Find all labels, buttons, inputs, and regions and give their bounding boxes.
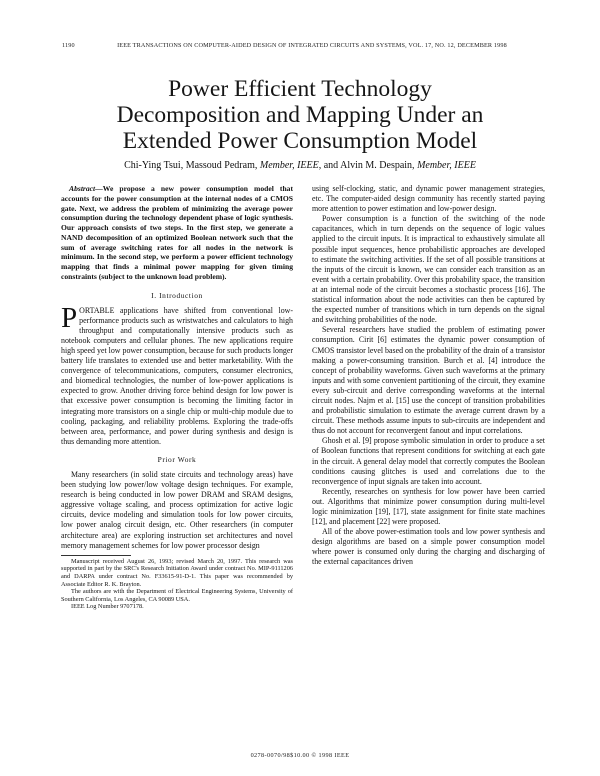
author-names: Chi-Ying Tsui, Massoud Pedram,	[124, 160, 258, 171]
author-line	[40, 160, 560, 171]
paper-title	[40, 76, 560, 154]
body-paragraph: using self-clocking, static, and dynamic power management strategies, etc. The computer-aided design community has recently started paying more attention to power estimation and low-power design.	[312, 184, 545, 214]
body-paragraph: Ghosh et al. [9] propose symbolic simulation in order to produce a set of Boolean functions that represent conditions for switching at each gate in the circuit. A general delay model that correctly computes the Boolean conditions causing glitches is used and correlations due to the reconvergence of input signals are taken into account.	[312, 436, 545, 486]
intro-first-word: ORTABLE	[79, 305, 115, 315]
intro-paragraph	[61, 301, 293, 447]
section-heading-introduction: I. Introduction	[151, 290, 203, 300]
section-heading-prior-work: Prior Work	[157, 454, 197, 464]
abstract	[61, 184, 293, 282]
footnote-rule	[61, 555, 131, 556]
footnote-affiliation: The authors are with the Department of Electrical Engineering Systems, University of Southern California, Los Angeles, CA 90089 USA.	[61, 588, 293, 603]
body-paragraph: Recently, researches on synthesis for low power have been carried out. Algorithms that minimize power consumption during multi-level logic minimization [19], [17], state assignment for finite state machines [12], and placement [22] were proposed.	[312, 486, 545, 527]
page-number: 1190	[62, 42, 75, 49]
title-line: Extended Power Consumption Model	[122, 128, 478, 154]
body-paragraph: All of the above power-estimation tools and low power synthesis and design algorithms are based on a simple power consumption model where power is consumed only during the charging and discharging of the external capacitances driven	[312, 527, 545, 567]
body-paragraph: Power consumption is a function of the switching of the node capacitances, which in turn depends on the sequence of logic values applied to the circuit inputs. It is impractical to exhaustively simulate all possible input sequences, hence probabilistic approaches are developed to estimate the switching activities. If the set of all possible transitions at the inputs of the circuit is known, we can consider each transition as an event with a certain probability. Over this probability space, the transition at an internal node of the circuit becomes a stochastic process [16]. The statistical information about the node activities can then be captured by the expected number of transitions which in turn depends on the signal and switching probabilities of the node.	[312, 214, 545, 325]
drop-cap: P	[61, 301, 78, 334]
title-line: Decomposition and Mapping Under an	[116, 102, 484, 128]
body-paragraph: Several researchers have studied the problem of estimating power consumption. Cirit [6] estimates the dynamic power consumption of CMOS transistor level based on the probability of the drain of a transistor making a power-consuming transition. Burch et al. [4] introduce the concept of probability waveforms. Given such waveforms at the primary inputs and with some convenient partitioning of the circuit, they examine every sub-circuit and derive corresponding waveforms at the internal circuit nodes. Najm et al. [15] use the concept of transition probabilities and probabilistic simulation to estimate the average current drawn by a circuit. These methods assume inputs to sub-circuits are independent and thus do not account for reconvergent fanout and input correlations.	[312, 325, 545, 436]
abstract-text: —We propose a new power consumption model that accounts for the power consumption at the internal nodes of a CMOS gate. Next, we address the problem of minimizing the average power consumption during the technology dependent phase of logic synthesis. Our approach consists of two steps. In the first step, we generate a NAND decomposition of an optimized Boolean network such that the sum of average switching rates for all nodes in the network is minimum. In the second step, we perform a power efficient technology mapping that finds a minimal power mapping for given timing constraints (subject to the unknown load problem).	[61, 184, 293, 281]
footnote-received: Manuscript received August 26, 1993; revised March 20, 1997. This research was supported in part by the SRC's Research Initiation Award under contract No. MIP-9111206 and DARPA under contract No. F33615-91-D-1. This paper was recommended by Associate Editor R. K. Brayton.	[61, 557, 293, 588]
abstract-label: Abstract	[69, 184, 96, 193]
author-membership: Member, IEEE,	[259, 160, 322, 171]
prior-work-paragraph: Many researchers (in solid state circuits and technology areas) have been studying low power/low voltage design techniques. For example, research is being conducted in low power DRAM and SRAM designs, aggressive voltage scaling, and process optimization for active logic circuits, device modeling and simulation tools for low power circuits, low power analog circuit design, etc. Other researchers (in computer architecture area) are exploring instruction set architectures and novel memory management schemes for low power processor design	[61, 470, 293, 550]
title-line: Power Efficient Technology	[168, 76, 432, 102]
page-footer: 0278-0070/98$10.00 © 1998 IEEE	[250, 752, 350, 759]
author-membership: Member, IEEE	[417, 160, 476, 171]
footnotes	[61, 558, 293, 611]
left-column	[61, 184, 293, 611]
author-names: and Alvin M. Despain,	[323, 160, 415, 171]
right-column	[312, 184, 545, 568]
footnote-log-number: IEEE Log Number 9707178.	[71, 603, 144, 611]
journal-name: IEEE TRANSACTIONS ON COMPUTER-AIDED DESIGN OF INTEGRATED CIRCUITS AND SYSTEMS, VOL. 17, NO. 12, DECEMBER 1998	[117, 42, 507, 49]
intro-text: applications have shifted from conventional low-performance products such as wristwatches and calculators to high throughput and computationally intensive products such as notebook computers and cellular phones. The new applications require high speed yet low power consumption, because for such products longer battery life translates to extended use and better marketability. With the convergence of telecommunications, computers, consumer electronics, and biomedical technologies, the number of low-power applications is expected to grow. Another driving force behind design for low power is that excessive power consumption is becoming the limiting factor in integrating more transistors on a single chip or multi-chip module due to cooling, packaging, and reliability problems. Exploring the trade-offs between area, performance, and power during synthesis and design is thus demanding more attention.	[61, 305, 293, 446]
